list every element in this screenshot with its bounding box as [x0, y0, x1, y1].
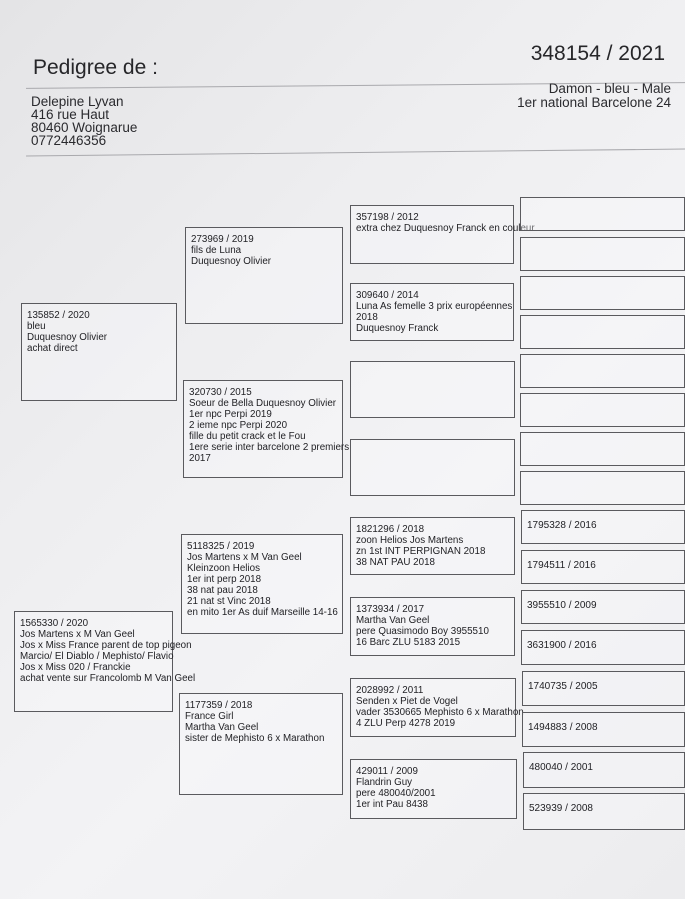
ggp-text [356, 604, 489, 648]
ggp-line: 16 Barc ZLU 5183 2015 [356, 637, 461, 648]
ggp-mfm-box [350, 597, 515, 656]
mother-text [20, 618, 195, 684]
gp-ring: 320730 / 2015 [189, 387, 252, 398]
page-title: Pedigree de : [33, 56, 158, 79]
ggp-text [356, 685, 524, 729]
father-breeder: Duquesnoy Olivier [27, 332, 108, 343]
gggp-box [520, 237, 685, 271]
gp-line: Martha Van Geel [185, 722, 259, 733]
ggp-ring: 2028992 / 2011 [356, 685, 424, 696]
gggp-box [520, 276, 685, 310]
ggp-line: Martha Van Geel [356, 615, 430, 626]
owner-block [31, 95, 137, 147]
gggp-box [520, 315, 685, 349]
gp-line: Duquesnoy Olivier [191, 256, 272, 267]
gp-line: Kleinzoon Helios [187, 563, 260, 574]
owner-name: Delepine Lyvan [31, 94, 124, 109]
gggp-box [521, 590, 685, 624]
gp-line: 1er npc Perpi 2019 [189, 409, 272, 420]
owner-city: 80460 Woignarue [31, 120, 138, 135]
ggp-ring: 1373934 / 2017 [356, 604, 425, 615]
bird-description: Damon - bleu - Male [548, 81, 671, 96]
ggp-line: 38 NAT PAU 2018 [356, 557, 435, 568]
grandparent-fm-box [183, 380, 350, 478]
gp-ring: 5118325 / 2019 [187, 541, 255, 552]
gp-line: 2017 [189, 453, 211, 464]
gggp-ring: 1740735 / 2005 [528, 681, 598, 692]
ggp-line: Senden x Piet de Vogel [356, 696, 458, 707]
gggp-box [522, 671, 685, 706]
gggp-ring: 1494883 / 2008 [528, 722, 598, 733]
mother-ring: 1565330 / 2020 [20, 618, 89, 629]
ggp-text [356, 290, 512, 334]
grandparent-text [189, 387, 349, 464]
gggp-box [520, 197, 685, 231]
gggp-box [521, 510, 685, 544]
gggp-box [521, 550, 685, 584]
gp-line: Jos Martens x M Van Geel [187, 552, 302, 563]
ggp-fmm-box [350, 439, 515, 496]
ggp-line: 4 ZLU Perp 4278 2019 [356, 718, 456, 729]
gp-line: 21 nat st Vinc 2018 [187, 596, 271, 607]
gggp-ring: 523939 / 2008 [529, 803, 593, 814]
ggp-ring: 357198 / 2012 [356, 212, 419, 223]
gp-line: fille du petit crack et le Fou [189, 431, 306, 442]
grandparent-mm-box [179, 693, 343, 795]
gp-ring: 273969 / 2019 [191, 234, 254, 245]
mother-line: Jos Martens x M Van Geel [20, 629, 135, 640]
gp-line: France Girl [185, 711, 234, 722]
gp-line: 1ere serie inter barcelone 2 premiers [189, 442, 350, 453]
gggp-ring: 3631900 / 2016 [527, 640, 597, 651]
ggp-line: pere 480040/2001 [356, 788, 436, 799]
gggp-box [523, 752, 685, 788]
gggp-box [523, 793, 685, 830]
bird-result: 1er national Barcelone 24 [517, 95, 671, 110]
gggp-box [521, 630, 685, 665]
grandparent-ff-box [185, 227, 343, 324]
gggp-ring: 480040 / 2001 [529, 762, 593, 773]
gp-line: fils de Luna [191, 245, 242, 256]
ggp-line: extra chez Duquesnoy Franck en couleur [356, 223, 535, 234]
father-ring: 135852 / 2020 [27, 310, 90, 321]
mother-line: Jos x Miss 020 / Franckie [20, 662, 131, 673]
ring-number: 348154 / 2021 [530, 42, 665, 65]
gp-line: sister de Mephisto 6 x Marathon [185, 733, 325, 744]
ggp-ring: 309640 / 2014 [356, 290, 419, 301]
ggp-fff-box [350, 205, 535, 264]
ggp-text [356, 212, 535, 234]
ggp-fmf-box [350, 361, 515, 418]
grandparent-text [185, 700, 324, 744]
gggp-ring: 1794511 / 2016 [527, 560, 596, 571]
grandparent-mf-box [181, 534, 343, 634]
ggp-mmf-box [350, 678, 524, 737]
father-color: bleu [27, 321, 46, 332]
ggp-line: vader 3530665 Mephisto 6 x Marathon [356, 707, 524, 718]
bird-info [517, 82, 671, 110]
gggp-box [522, 712, 685, 747]
gp-line: 1er int perp 2018 [187, 574, 262, 585]
ggp-ffm-box [350, 283, 514, 341]
gp-line: Soeur de Bella Duquesnoy Olivier [189, 398, 337, 409]
gp-ring: 1177359 / 2018 [185, 700, 253, 711]
gggp-box [520, 354, 685, 388]
father-text [27, 310, 107, 354]
gggp-ring: 3955510 / 2009 [527, 600, 597, 611]
ggp-line: zoon Helios Jos Martens [356, 535, 464, 546]
ggp-text [356, 766, 436, 810]
gp-line: 2 ieme npc Perpi 2020 [189, 420, 288, 431]
mother-box [14, 611, 196, 712]
mother-line: achat vente sur Francolomb M Van Geel [20, 673, 196, 684]
ggp-ring: 1821296 / 2018 [356, 524, 425, 535]
owner-phone: 0772446356 [31, 133, 107, 148]
grandparent-text [191, 234, 271, 267]
ggp-line: pere Quasimodo Boy 3955510 [356, 626, 489, 637]
gggp-box [520, 471, 685, 505]
gggp-box [520, 432, 685, 466]
owner-divider [26, 149, 685, 157]
ggp-line: Luna As femelle 3 prix européennes [356, 301, 513, 312]
gp-line: 38 nat pau 2018 [187, 585, 258, 596]
ggp-text [356, 524, 485, 568]
ggp-line: zn 1st INT PERPIGNAN 2018 [356, 546, 486, 557]
ggp-ring: 429011 / 2009 [356, 766, 418, 777]
owner-street: 416 rue Haut [31, 107, 110, 122]
ggp-line: 2018 [356, 312, 378, 323]
ggp-line: 1er int Pau 8438 [356, 799, 428, 810]
ggp-mmm-box [350, 759, 517, 819]
gggp-box [520, 393, 685, 427]
grandparent-text [187, 541, 338, 618]
gp-line: en mito 1er As duif Marseille 14-16 [187, 607, 338, 618]
gggp-ring: 1795328 / 2016 [527, 520, 597, 531]
mother-line: Jos x Miss France parent de top pigeon [20, 640, 192, 651]
ggp-mff-box [350, 517, 515, 575]
ggp-line: Flandrin Guy [356, 777, 413, 788]
father-note: achat direct [27, 343, 78, 354]
ggp-line: Duquesnoy Franck [356, 323, 439, 334]
mother-line: Marcio/ El Diablo / Mephisto/ Flavio [20, 651, 174, 662]
father-box [21, 303, 177, 401]
